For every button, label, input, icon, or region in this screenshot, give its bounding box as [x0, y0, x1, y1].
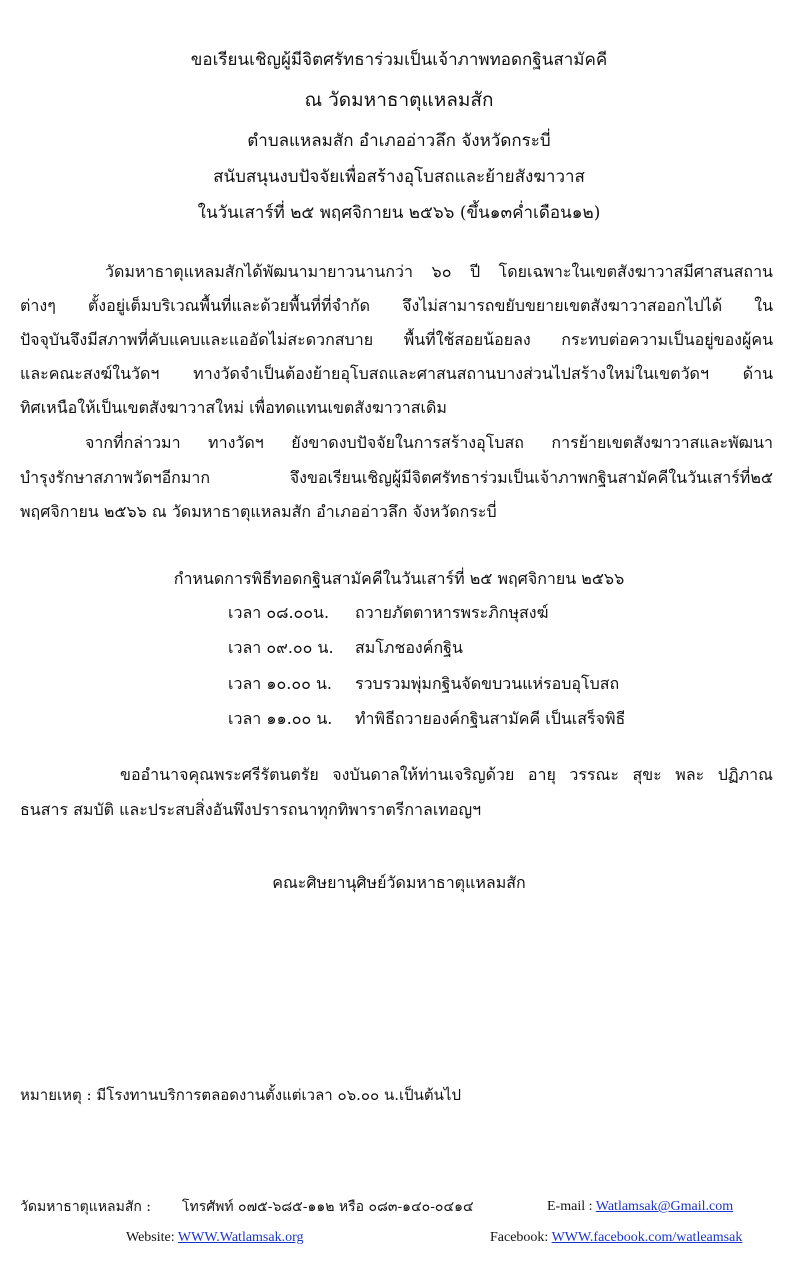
- schedule-item: [228, 603, 548, 623]
- heading-date: ในวันเสาร์ที่ ๒๕ พฤศจิกายน ๒๕๖๖ (ขึ้น๑๓ค่ำเดือน๑๒): [197, 203, 601, 223]
- paragraph-line: ทิศเหนือให้เป็นเขตสังฆาวาสใหม่ เพื่อทดแทนเขตสังฆาวาสเดิม: [20, 398, 447, 417]
- paragraph-line: ต่างๆ ตั้งอยู่เต็มบริเวณพื้นที่และด้วยพื้นที่ที่จำกัด จึงไม่สามารถขยับขยายเขตสังฆาวาสออกไปได้ ใน: [20, 296, 773, 315]
- email-link[interactable]: Watlamsak@Gmail.com: [595, 1199, 734, 1214]
- footer-org-label: วัดมหาธาตุแหลมสัก :: [20, 1199, 152, 1215]
- schedule-time: เวลา ๐๘.๐๐น.: [228, 603, 330, 622]
- schedule-title: กำหนดการพิธีทอดกฐินสามัคคีในวันเสาร์ที่ ๒๕ พฤศจิกายน ๒๕๖๖: [173, 569, 625, 588]
- schedule-item: [228, 709, 625, 729]
- schedule-time: เวลา ๑๐.๐๐ น.: [228, 674, 332, 693]
- paragraph-line: ธนสาร สมบัติ และประสบสิ่งอันพึงปรารถนาทุกทิพาราตรีกาลเทอญฯ: [20, 800, 482, 819]
- schedule-activity: สมโภชองค์กฐิน: [355, 638, 463, 657]
- schedule-time: เวลา ๑๑.๐๐ น.: [228, 709, 333, 728]
- website-link[interactable]: WWW.Watlamsak.org: [177, 1230, 304, 1245]
- paragraph-line: พฤศจิกายน ๒๕๖๖ ณ วัดมหาธาตุแหลมสัก อำเภออ่าวลึก จังหวัดกระบี่: [20, 502, 497, 521]
- footer-facebook: [490, 1229, 742, 1247]
- signature: คณะศิษยานุศิษย์วัดมหาธาตุแหลมสัก: [272, 873, 526, 892]
- footer-phone: โทรศัพท์ ๐๗๕-๖๘๕-๑๑๒ หรือ ๐๘๓-๑๔๐-๐๔๑๔: [182, 1199, 474, 1215]
- schedule-item: [228, 674, 619, 694]
- paragraph-line: วัดมหาธาตุแหลมสักได้พัฒนามายาวนานกว่า ๖๐ ปี โดยเฉพาะในเขตสังฆาวาสมีศาสนสถาน: [105, 262, 773, 281]
- email-label: E-mail :: [547, 1199, 593, 1214]
- website-label: Website:: [126, 1230, 175, 1245]
- schedule-item: [228, 638, 463, 658]
- heading-purpose: สนับสนุนงบปัจจัยเพื่อสร้างอุโบสถและย้ายสังฆาวาส: [213, 167, 585, 187]
- schedule-activity: ถวายภัตตาหารพระภิกษุสงฆ์: [355, 603, 549, 622]
- paragraph-line: บำรุงรักษาสภาพวัดฯอีกมาก จึงขอเรียนเชิญผู้มีจิตศรัทธาร่วมเป็นเจ้าภาพกฐินสามัคคีในวันเสาร์ที่๒๕: [20, 468, 773, 487]
- paragraph-line: และคณะสงฆ์ในวัดฯ ทางวัดจำเป็นต้องย้ายอุโบสถและศาสนสถานบางส่วนไปสร้างใหม่ในเขตวัดฯ ด้าน: [20, 364, 773, 383]
- schedule-activity: รวบรวมพุ่มกฐินจัดขบวนแห่รอบอุโบสถ: [355, 674, 620, 693]
- heading-line-1: ขอเรียนเชิญผู้มีจิตศรัทธาร่วมเป็นเจ้าภาพทอดกฐินสามัคคี: [190, 50, 608, 70]
- schedule-activity: ทำพิธีถวายองค์กฐินสามัคคี เป็นเสร็จพิธี: [355, 709, 626, 728]
- heading-temple-name: ณ วัดมหาธาตุแหลมสัก: [304, 89, 494, 111]
- paragraph-line: ปัจจุบันจึงมีสภาพที่คับแคบและแออัดไม่สะดวกสบาย พื้นที่ใช้สอยน้อยลง กระทบต่อความเป็นอยู่ของผู้คน: [20, 330, 773, 349]
- footer-email: [547, 1198, 733, 1216]
- schedule-time: เวลา ๐๙.๐๐ น.: [228, 638, 334, 657]
- note-text: หมายเหตุ : มีโรงทานบริการตลอดงานตั้งแต่เวลา ๐๖.๐๐ น.เป็นต้นไป: [20, 1086, 461, 1104]
- facebook-link[interactable]: WWW.facebook.com/watleamsak: [551, 1230, 743, 1245]
- paragraph-line: ขออำนาจคุณพระศรีรัตนตรัย จงบันดาลให้ท่านเจริญด้วย อายุ วรรณะ สุขะ พละ ปฏิภาณ: [120, 765, 773, 784]
- paragraph-line: จากที่กล่าวมา ทางวัดฯ ยังขาดงบปัจจัยในการสร้างอุโบสถ การย้ายเขตสังฆาวาสและพัฒนา: [85, 433, 773, 452]
- facebook-label: Facebook:: [490, 1230, 549, 1245]
- footer-website: [126, 1229, 304, 1247]
- heading-location: ตำบลแหลมสัก อำเภออ่าวลึก จังหวัดกระบี่: [247, 131, 551, 151]
